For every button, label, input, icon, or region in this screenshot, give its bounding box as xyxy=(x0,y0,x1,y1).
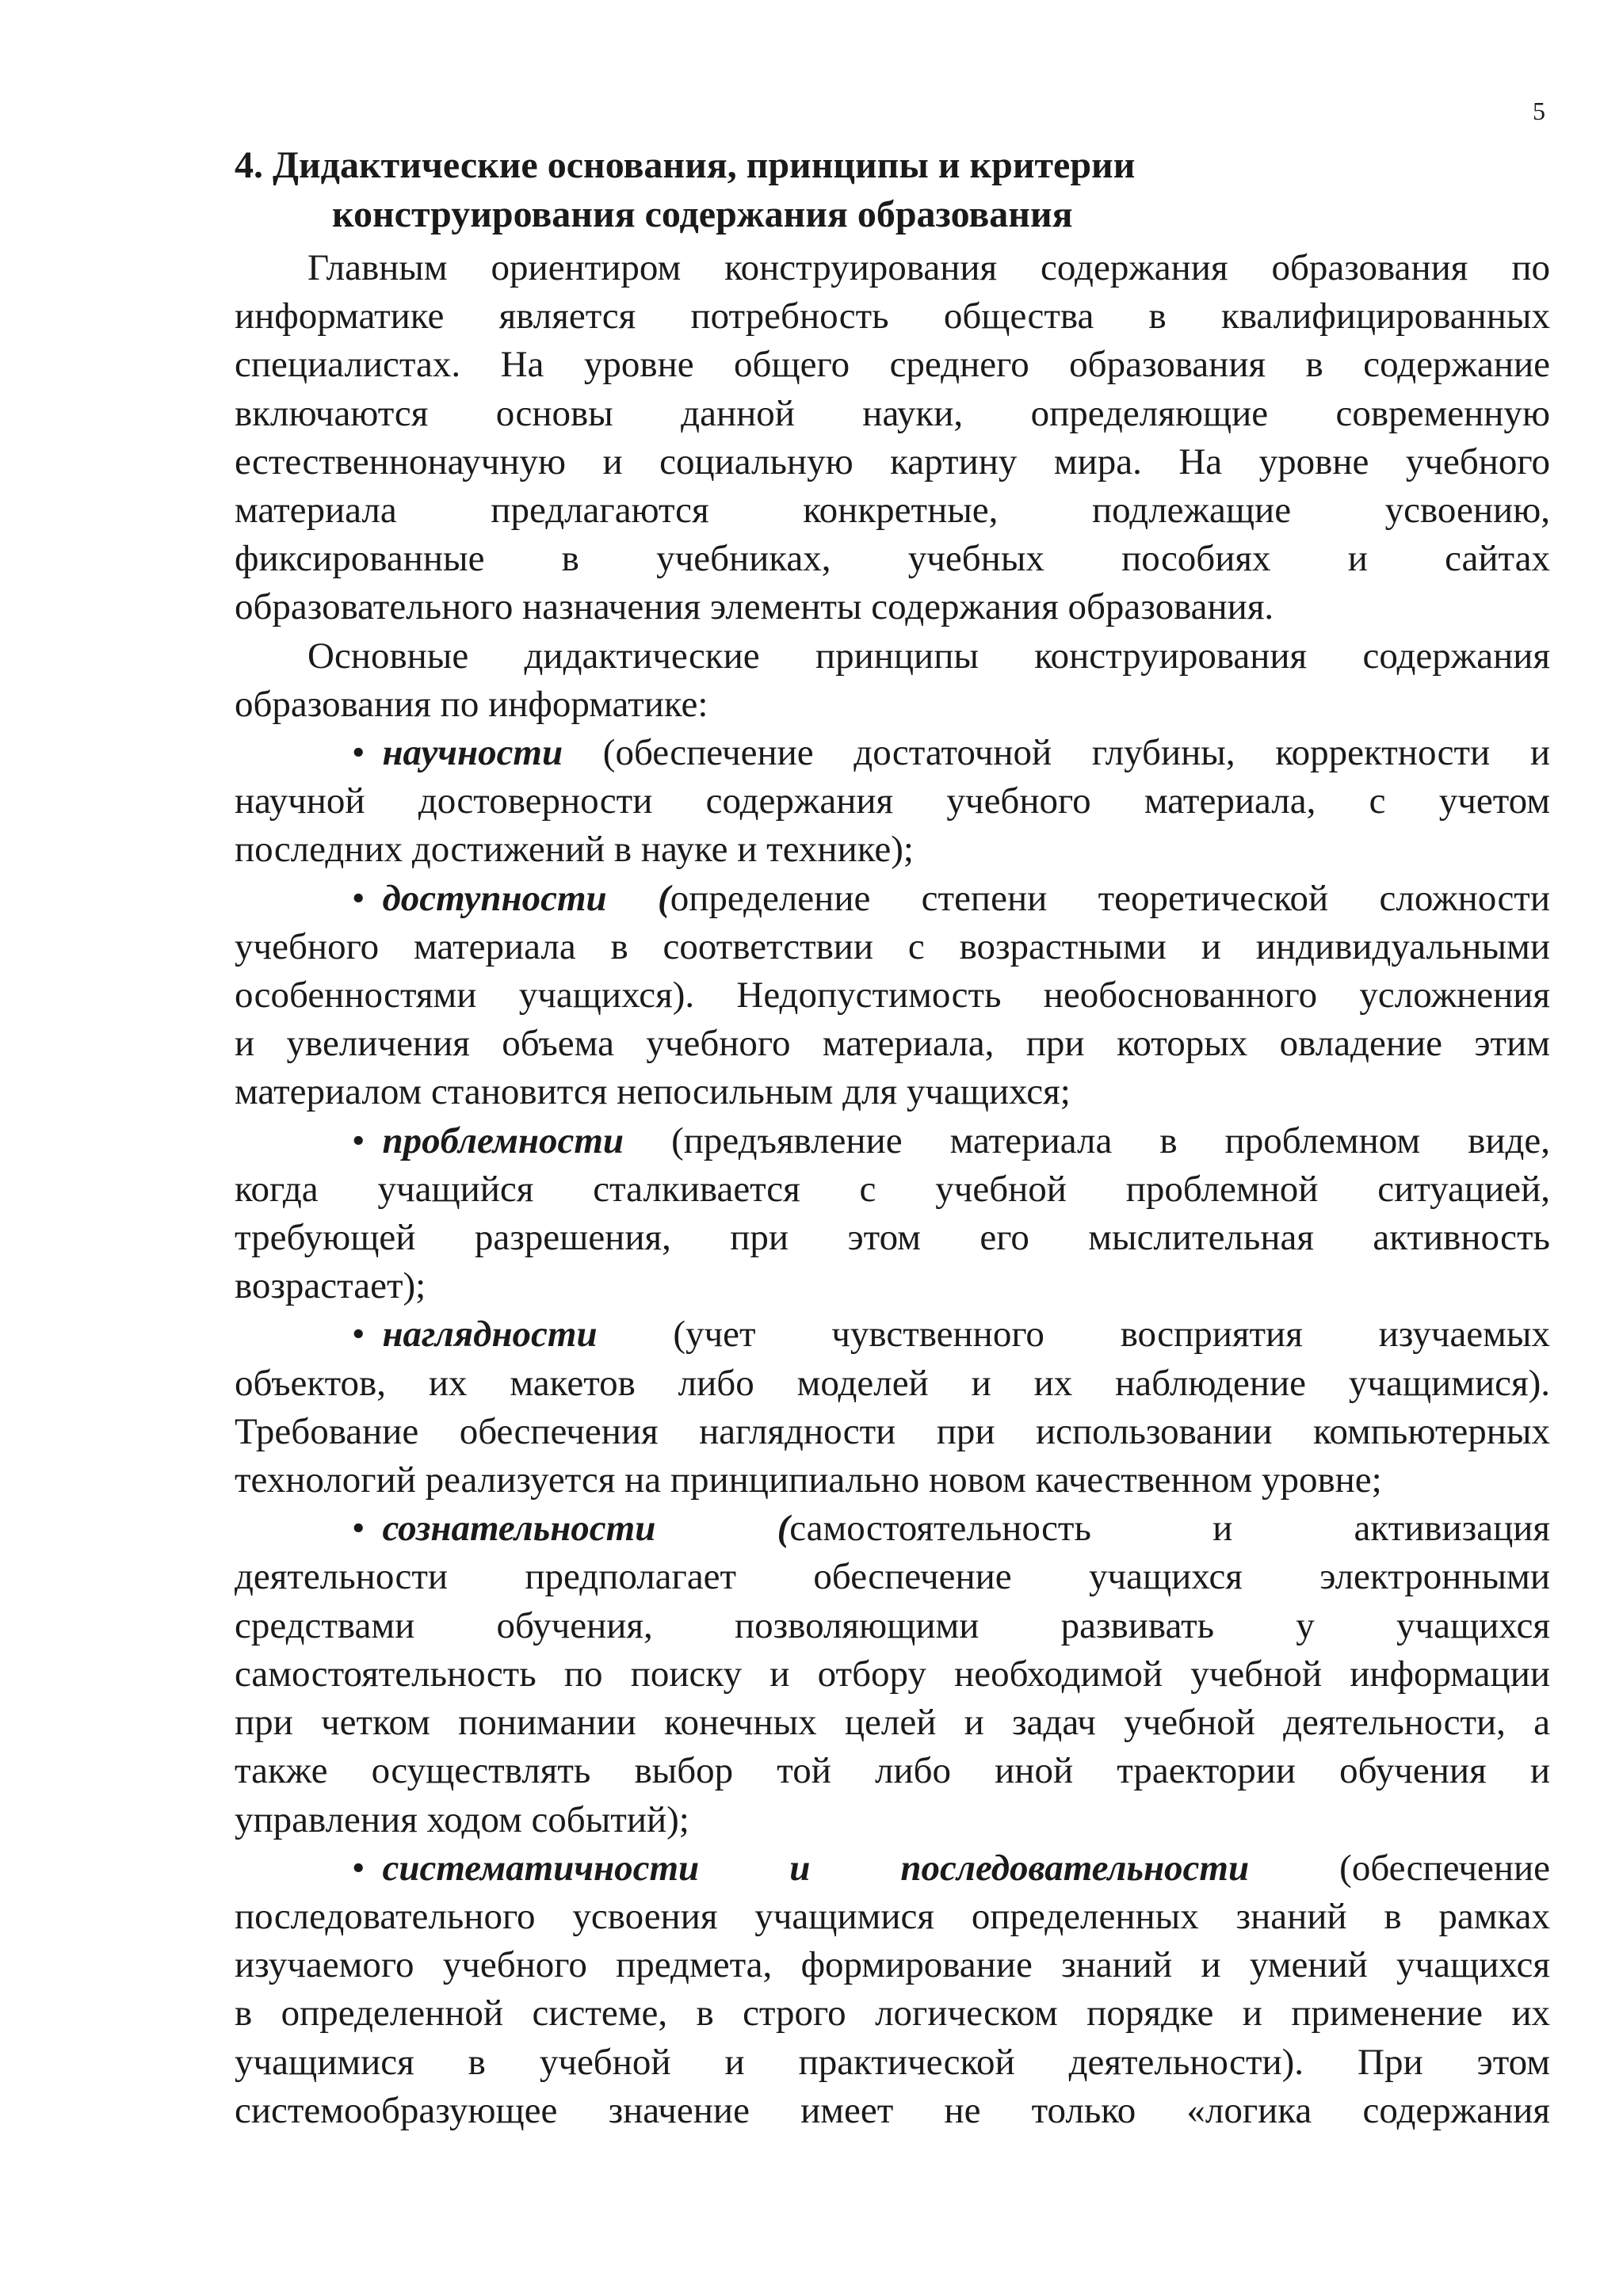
principles-intro-paragraph xyxy=(235,632,1550,729)
principle-line: системообразующее значение имеет не только «логика содержания xyxy=(235,2089,1550,2131)
principle-line: материалом становится непосильным для учащихся; xyxy=(235,1071,1071,1113)
principle-line: самостоятельность по поиску и отбору необходимой учебной информации xyxy=(235,1653,1550,1695)
principle-line: последовательного усвоения учащимися определенных знаний в рамках xyxy=(235,1895,1550,1937)
bullet-icon: • xyxy=(352,1508,365,1550)
principle-term: сознательности ( xyxy=(382,1508,790,1550)
intro-line: фиксированные в учебниках, учебных пособиях и сайтах xyxy=(235,538,1550,580)
principle-line: Требование обеспечения наглядности при использовании компьютерных xyxy=(235,1410,1550,1452)
principle-text: (учет чувственного восприятия изучаемых xyxy=(597,1314,1550,1356)
principle-line: последних достижений в науке и технике); xyxy=(235,829,914,871)
intro-line: естественнонаучную и социальную картину мира. На уровне учебного xyxy=(235,441,1550,482)
bullet-icon: • xyxy=(352,877,365,919)
principle-text: определение степени теоретической сложности xyxy=(670,877,1550,919)
intro-paragraph xyxy=(235,244,1550,632)
intro-line: материала предлагаются конкретные, подлежащие усвоению, xyxy=(235,490,1550,532)
principle-text: (предъявление материала в проблемном виде, xyxy=(624,1119,1550,1161)
principle-first-line xyxy=(235,1505,1550,1553)
intro-line: специалистах. На уровне общего среднего образования в содержание xyxy=(235,344,1550,386)
principle-line: научной достоверности содержания учебного материала, с учетом xyxy=(235,780,1550,822)
principle-line: когда учащийся сталкивается с учебной проблемной ситуацией, xyxy=(235,1168,1550,1210)
principle-term: научности xyxy=(382,732,563,774)
principle-line: при четком понимании конечных целей и задач учебной деятельности, а xyxy=(235,1702,1550,1744)
intro-line: Главным ориентиром конструирования содержания образования по xyxy=(307,247,1550,288)
principle-line: технологий реализуется на принципиально новом качественном уровне; xyxy=(235,1459,1382,1501)
principle-term: проблемности xyxy=(382,1119,624,1161)
principles-intro-line: образования по информатике: xyxy=(235,683,708,725)
document-body xyxy=(235,141,1550,2135)
bullet-icon: • xyxy=(352,1314,365,1356)
heading-line-2: конструирования содержания образования xyxy=(332,193,1073,235)
bullet-icon: • xyxy=(352,1847,365,1889)
bullet-icon: • xyxy=(352,1119,365,1161)
intro-line: информатике является потребность общества в квалифицированных xyxy=(235,296,1550,338)
principle-first-line xyxy=(235,729,1550,777)
principle-line: учащимися в учебной и практической деятельности). При этом xyxy=(235,2041,1550,2083)
principle-text: самостоятельность и активизация xyxy=(789,1508,1550,1550)
principle-item xyxy=(235,1844,1550,2135)
principle-term: наглядности xyxy=(382,1314,598,1356)
heading-line-1: 4. Дидактические основания, принципы и критерии xyxy=(235,144,1136,186)
principle-term: систематичности и последовательности xyxy=(382,1847,1250,1889)
principle-text: (обеспечение xyxy=(1249,1847,1551,1889)
principles-intro-line: Основные дидактические принципы конструирования содержания xyxy=(307,635,1550,677)
section-heading xyxy=(235,141,1550,239)
principle-first-line xyxy=(235,1117,1550,1165)
intro-line: включаются основы данной науки, определяющие современную xyxy=(235,392,1550,434)
principle-item xyxy=(235,1117,1550,1311)
page-number: 5 xyxy=(1533,97,1545,125)
principle-text: (обеспечение достаточной глубины, корректности и xyxy=(563,732,1550,774)
principle-item xyxy=(235,729,1550,875)
principle-line: также осуществлять выбор той либо иной траектории обучения и xyxy=(235,1750,1550,1792)
principle-line: возрастает); xyxy=(235,1265,426,1307)
principle-item xyxy=(235,875,1550,1117)
principle-line: учебного материала в соответствии с возрастными и индивидуальными xyxy=(235,925,1550,967)
principle-item xyxy=(235,1505,1550,1844)
principle-first-line xyxy=(235,1844,1550,1893)
principle-first-line xyxy=(235,875,1550,923)
principle-term: доступности ( xyxy=(382,877,670,919)
principle-line: управления ходом событий); xyxy=(235,1798,689,1840)
bullet-icon: • xyxy=(352,732,365,774)
principle-item xyxy=(235,1310,1550,1505)
principle-line: в определенной системе, в строго логическом порядке и применение их xyxy=(235,1993,1550,2035)
principle-line: объектов, их макетов либо моделей и их наблюдение учащимися). xyxy=(235,1362,1550,1404)
principle-line: особенностями учащихся). Недопустимость необоснованного усложнения xyxy=(235,974,1550,1016)
intro-line: образовательного назначения элементы содержания образования. xyxy=(235,586,1274,628)
principle-line: и увеличения объема учебного материала, при которых овладение этим xyxy=(235,1023,1550,1065)
principle-line: средствами обучения, позволяющими развивать у учащихся xyxy=(235,1604,1550,1646)
principle-line: деятельности предполагает обеспечение учащихся электронными xyxy=(235,1556,1550,1598)
principle-first-line xyxy=(235,1310,1550,1359)
principle-line: изучаемого учебного предмета, формирование знаний и умений учащихся xyxy=(235,1944,1550,1986)
principle-line: требующей разрешения, при этом его мыслительная активность xyxy=(235,1217,1550,1259)
